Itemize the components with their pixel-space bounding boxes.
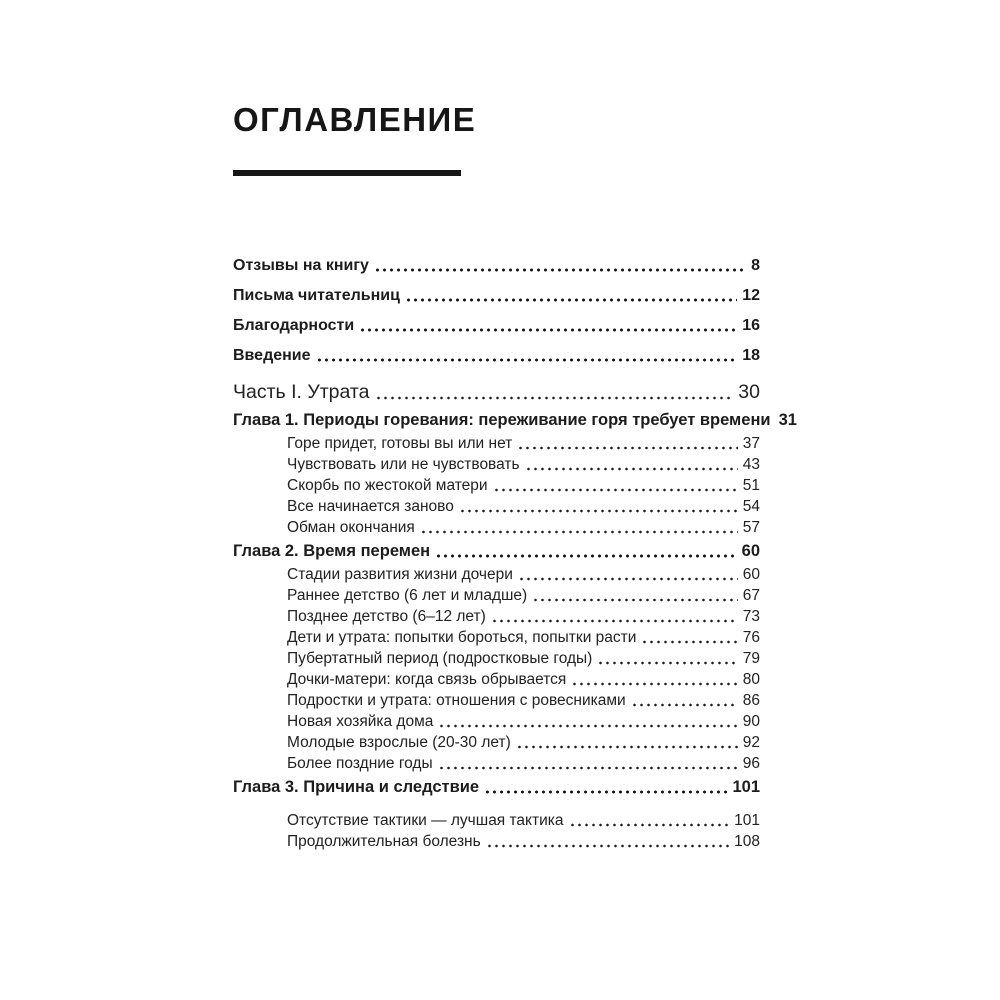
toc-entry (233, 627, 760, 648)
dot-leader (484, 831, 729, 852)
toc-entry-page: 12 (742, 287, 760, 304)
toc-entry-title: Отсутствие тактики — лучшая тактика (287, 812, 564, 829)
toc-entry (233, 380, 760, 405)
toc-entry-title: Глава 2. Время перемен (233, 542, 431, 560)
dot-leader (436, 753, 738, 774)
dot-leader (595, 648, 737, 669)
toc-entry-page: 101 (734, 812, 760, 829)
toc-entry-page: 30 (738, 381, 760, 403)
toc-entry-title: Скорбь по жестокой матери (287, 477, 488, 494)
toc-entry (233, 776, 760, 798)
toc-entry-title: Глава 3. Причина и следствие (233, 778, 480, 796)
dot-leader (482, 776, 727, 798)
toc-entry (233, 732, 760, 753)
toc-entry-title: Продолжительная болезнь (287, 833, 481, 850)
toc-entry-title: Благодарности (233, 317, 355, 334)
toc-entry (233, 454, 760, 475)
dot-leader (629, 690, 738, 711)
toc-entry (233, 585, 760, 606)
dot-leader (516, 564, 738, 585)
dot-leader (530, 585, 738, 606)
toc-entry-title: Часть I. Утрата (233, 381, 370, 403)
dot-leader (372, 256, 746, 276)
toc-entry (233, 606, 760, 627)
toc-list (233, 256, 797, 852)
toc-entry (233, 669, 760, 690)
toc-entry-page: 76 (742, 629, 760, 646)
toc-entry (233, 690, 760, 711)
toc-entry (233, 711, 760, 732)
toc-entry-title: Дочки-матери: когда связь обрывается (287, 671, 567, 688)
toc-entry-title: Отзывы на книгу (233, 257, 369, 274)
toc-entry-title: Раннее детство (6 лет и младше) (287, 587, 528, 604)
toc-entry-page: 60 (741, 542, 760, 560)
toc-entry-title: Позднее детство (6–12 лет) (287, 608, 486, 625)
toc-entry-page: 108 (734, 833, 760, 850)
toc-entry-page: 101 (732, 778, 760, 796)
toc-entry-title: Более поздние годы (287, 755, 433, 772)
dot-leader (357, 316, 737, 336)
toc-entry-page: 31 (778, 411, 797, 429)
toc-entry-page: 67 (742, 587, 760, 604)
dot-leader (489, 606, 738, 627)
toc-entry-title: Молодые взрослые (20-30 лет) (287, 734, 511, 751)
toc-entry-title: Пубертатный период (подростковые годы) (287, 650, 593, 667)
toc-entry (233, 433, 760, 454)
toc-entry-page: 37 (742, 435, 760, 452)
dot-leader (436, 711, 737, 732)
toc-entry-title: Письма читательниц (233, 287, 400, 304)
toc-entry (233, 409, 797, 431)
toc-entry-page: 54 (742, 498, 760, 515)
dot-leader (403, 286, 737, 306)
toc-entry (233, 810, 760, 831)
toc-entry-page: 16 (742, 317, 760, 334)
toc-entry-title: Введение (233, 347, 311, 364)
dot-leader (639, 627, 737, 648)
dot-leader (418, 517, 738, 538)
dot-leader (314, 346, 738, 366)
toc-entry-page: 43 (742, 456, 760, 473)
dot-leader (373, 380, 734, 405)
toc-entry-page: 92 (742, 734, 760, 751)
toc-entry (233, 564, 760, 585)
toc-entry-title: Новая хозяйка дома (287, 713, 434, 730)
toc-entry-page: 96 (742, 755, 760, 772)
toc-entry-title: Чувствовать или не чувствовать (287, 456, 520, 473)
toc-entry (233, 346, 760, 366)
title-underline (233, 170, 461, 176)
toc-entry-title: Стадии развития жизни дочери (287, 566, 513, 583)
toc-entry-page: 90 (742, 713, 760, 730)
toc-entry (233, 517, 760, 538)
page-title: ОГЛАВЛЕНИЕ (233, 101, 477, 138)
toc-entry-page: 8 (751, 257, 760, 274)
toc-entry-title: Подростки и утрата: отношения с ровесниками (287, 692, 626, 709)
toc-entry-title: Глава 1. Периоды горевания: переживание горя требует времени (233, 411, 771, 429)
dot-leader (514, 732, 738, 753)
toc-entry (233, 753, 760, 774)
dot-leader (433, 540, 737, 562)
dot-leader (491, 475, 738, 496)
toc-entry-title: Горе придет, готовы вы или нет (287, 435, 513, 452)
toc-entry-page: 86 (742, 692, 760, 709)
toc-entry (233, 540, 760, 562)
toc-entry-page: 73 (742, 608, 760, 625)
dot-leader (567, 810, 730, 831)
toc-entry (233, 286, 760, 306)
toc-entry-page: 51 (742, 477, 760, 494)
toc-entry-page: 79 (742, 650, 760, 667)
toc-entry-page: 80 (742, 671, 760, 688)
dot-leader (523, 454, 738, 475)
toc-entry-title: Все начинается заново (287, 498, 454, 515)
toc-entry (233, 475, 760, 496)
toc-entry-title: Дети и утрата: попытки бороться, попытки расти (287, 629, 637, 646)
toc-entry-title: Обман окончания (287, 519, 415, 536)
toc-entry (233, 496, 760, 517)
toc-entry (233, 648, 760, 669)
toc-entry-page: 57 (742, 519, 760, 536)
toc-entry (233, 831, 760, 852)
toc-entry-page: 60 (742, 566, 760, 583)
toc-entry (233, 256, 760, 276)
dot-leader (569, 669, 737, 690)
toc-content (233, 98, 797, 852)
toc-entry-page: 18 (742, 347, 760, 364)
toc-entry (233, 316, 760, 336)
dot-leader (457, 496, 738, 517)
dot-leader (515, 433, 737, 454)
